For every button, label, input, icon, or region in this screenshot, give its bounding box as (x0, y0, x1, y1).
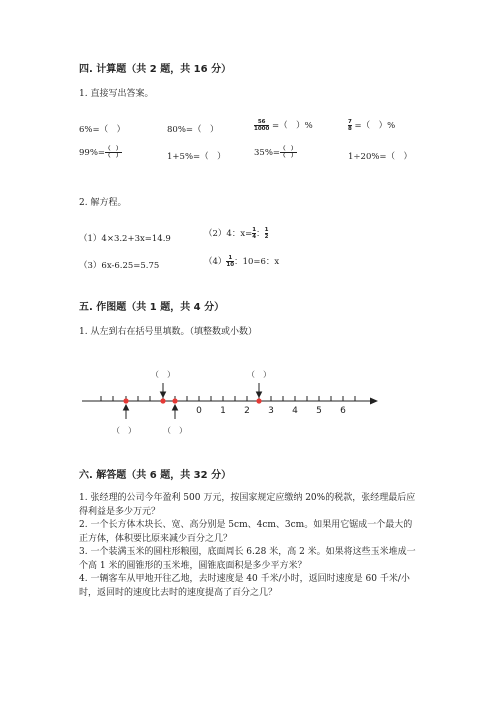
calc-item-8: 1÷20%=（ ） (348, 152, 413, 162)
blank-fraction: $\frac{( )}{( )}$ (105, 146, 122, 159)
tick-label-6: 6 (340, 406, 346, 416)
equation-2: （2）4：x= $\frac{1}{4}$ ： $\frac{1}{2}$ (204, 227, 269, 240)
question-4-1-title: 1. 直接写出答案。 (79, 89, 154, 99)
calc-item-1: 6%=（ ） (79, 125, 126, 135)
problem-2: 2. 一个长方体木块长、宽、高分别是 5cm、4cm、3cm。如果用它锯成一个最大的正方体，体积要比原来减少百分之几？ (79, 520, 413, 544)
problem-4: 4. 一辆客车从甲地开往乙地，去时速度是 40 千米/小时，返回时速度是 60 千米/小时，返回时的速度比去时的速度提高了百分之几？ (79, 574, 410, 598)
calc-item-3: $\frac{56}{1000}$ =（ ）% (254, 119, 313, 132)
tick-label-5: 5 (316, 406, 322, 416)
arrow-right-icon (370, 398, 378, 405)
blank-fraction: $\frac{( )}{( )}$ (280, 146, 297, 159)
tick-label-2: 2 (244, 406, 250, 416)
arrow-down-head-icon (161, 392, 166, 397)
answer-blank-top-1[interactable]: （ ） (151, 370, 175, 379)
arrow-up-head-icon (124, 405, 129, 410)
arrow-down-head-icon (257, 392, 262, 397)
equation-1: （1）4×3.2+3x=14.9 (79, 234, 171, 244)
section-4-title: 四. 计算题（共 2 题，共 16 分） (79, 64, 232, 75)
fraction-7-8: $\frac{7}{8}$ (348, 119, 352, 132)
problem-3: 3. 一个装满玉米的圆柱形粮囤，底面周长 6.28 米，高 2 米。如果将这些玉米堆成一个高 1 米的圆锥形的玉米堆，圆锥底面积是多少平方米？ (79, 547, 416, 571)
answer-blank-bottom-1[interactable]: （ ） (112, 426, 136, 435)
arrow-up-head-icon (173, 405, 178, 410)
calc-item-5: 99%= $\frac{( )}{( )}$ (79, 146, 122, 159)
calc-item-2: 80%=（ ） (167, 125, 219, 135)
section-6-title: 六. 解答题（共 6 题，共 32 分） (79, 470, 232, 481)
tick-label-0: 0 (196, 406, 202, 416)
section-5-title: 五. 作图题（共 1 题，共 4 分） (79, 302, 225, 313)
point-dot (123, 398, 128, 403)
calc-item-6: 1+5%=（ ） (167, 152, 226, 162)
tick-label-3: 3 (268, 406, 274, 416)
problem-1: 1. 张经理的公司今年盈利 500 万元，按国家规定应缴纳 20%的税款，张经理最后应得利益是多少万元？ (79, 493, 416, 517)
answer-blank-top-2[interactable]: （ ） (247, 370, 271, 379)
equation-4: （4） $\frac{1}{10}$ ：10=6：x (204, 255, 280, 268)
number-line (0, 355, 500, 445)
tick-label-4: 4 (292, 406, 298, 416)
question-4-2-title: 2. 解方程。 (79, 198, 127, 208)
calc-item-7: 35%= $\frac{( )}{( )}$ (254, 146, 297, 159)
calc-item-4: $\frac{7}{8}$ =（ ）% (348, 119, 396, 132)
point-dot (160, 398, 165, 403)
question-5-1-title: 1. 从左到右在括号里填数。（填整数或小数） (79, 327, 257, 337)
ticks (101, 396, 355, 401)
point-dot (172, 398, 177, 403)
answer-blank-bottom-2[interactable]: （ ） (163, 426, 187, 435)
tick-label-1: 1 (220, 406, 226, 416)
point-dot (256, 398, 261, 403)
fraction-56-1000: $\frac{56}{1000}$ (254, 119, 270, 132)
equation-3: （3）6x-6.25=5.75 (79, 261, 160, 271)
